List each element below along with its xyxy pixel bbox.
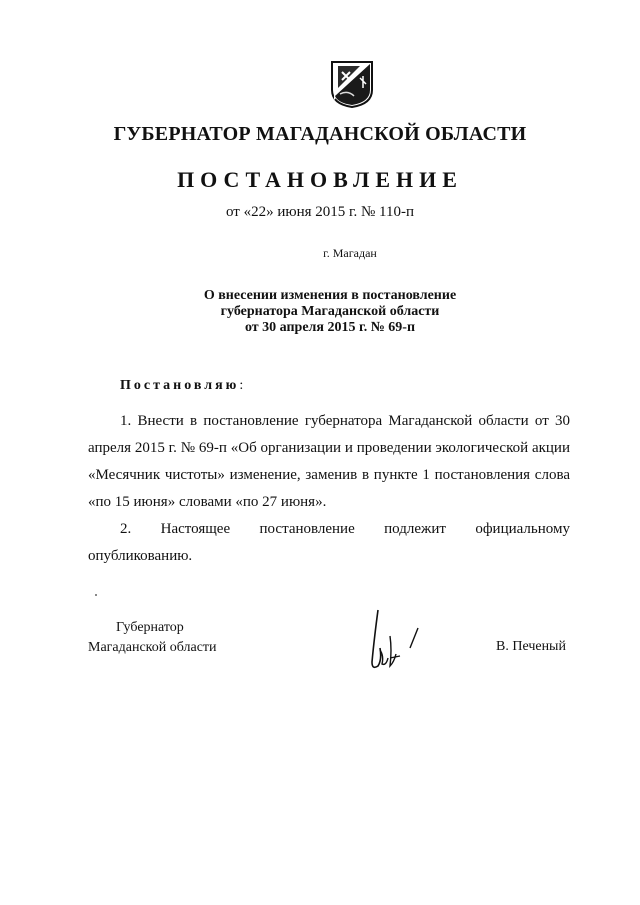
document-type: ПОСТАНОВЛЕНИЕ bbox=[177, 167, 463, 192]
decree-word-colon: : bbox=[239, 378, 244, 393]
document-date-number: от «22» июня 2015 г. № 110-п bbox=[225, 204, 414, 220]
subject-line-1: О внесении изменения в постановление bbox=[203, 288, 457, 303]
document-body bbox=[88, 408, 570, 570]
signatory-name: В. Печеный bbox=[496, 639, 566, 654]
city-label: г. Магадан bbox=[323, 246, 377, 260]
signatory-position bbox=[88, 618, 217, 658]
handwritten-signature-icon bbox=[360, 600, 430, 680]
paragraph-2: 2. Настоящее постановление подлежит официальному опубликованию. bbox=[88, 521, 570, 564]
scan-mark bbox=[95, 594, 97, 596]
decree-word bbox=[120, 378, 243, 394]
org-title: ГУБЕРНАТОР МАГАДАНСКОЙ ОБЛАСТИ bbox=[113, 123, 527, 145]
position-line-1: Губернатор bbox=[116, 620, 184, 635]
magadan-coat-of-arms-icon bbox=[330, 60, 374, 108]
position-line-2: Магаданской области bbox=[88, 640, 217, 655]
document-subject bbox=[0, 288, 640, 336]
subject-line-2: губернатора Магаданской области bbox=[220, 304, 440, 319]
subject-line-3: от 30 апреля 2015 г. № 69-п bbox=[244, 320, 416, 335]
decree-word-text: Постановляю bbox=[120, 378, 240, 393]
paragraph-1: 1. Внести в постановление губернатора Магаданской области от 30 апреля 2015 г. № 69-п «Об организации и проведении экологической акции «Месячник чистоты» изменение, заменив в пункте 1 постановления слова «по 15 июня» словами «по 27 июня». bbox=[88, 413, 570, 510]
